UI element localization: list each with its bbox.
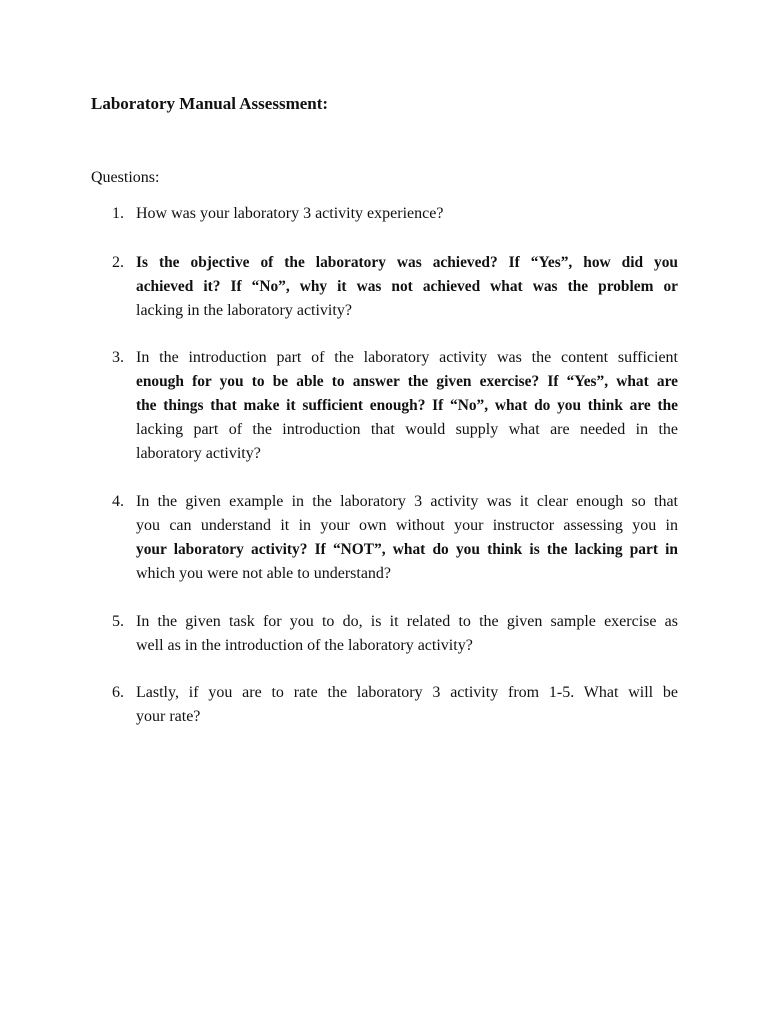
question-text-line: laboratory activity?	[136, 445, 261, 462]
question-number: 5.	[112, 613, 124, 630]
question-number: 3.	[112, 349, 124, 366]
question-3	[112, 346, 678, 466]
question-text-line: Is the objective of the laboratory was achieved? If “Yes”, how did you	[136, 254, 678, 271]
question-text-line: your rate?	[136, 708, 201, 725]
question-number: 4.	[112, 493, 124, 510]
question-number: 6.	[112, 684, 124, 701]
question-text-line: well as in the introduction of the laboratory activity?	[136, 637, 473, 654]
question-text-line: How was your laboratory 3 activity experience?	[136, 205, 444, 222]
question-1	[112, 202, 678, 226]
document-title: Laboratory Manual Assessment:	[91, 94, 329, 113]
question-text-line: which you were not able to understand?	[136, 565, 392, 582]
question-text-line: lacking part of the introduction that would supply what are needed in the	[136, 421, 678, 438]
question-6	[112, 681, 678, 729]
questions-heading: Questions:	[91, 169, 160, 186]
question-text-line: In the given task for you to do, is it related to the given sample exercise as	[136, 613, 678, 630]
question-2	[112, 251, 678, 323]
question-text-line: enough for you to be able to answer the given exercise? If “Yes”, what are	[136, 373, 678, 390]
question-text-line: Lastly, if you are to rate the laboratory 3 activity from 1-5. What will be	[136, 684, 678, 701]
question-text-line: you can understand it in your own without your instructor assessing you in	[136, 517, 678, 534]
question-text-line: In the introduction part of the laboratory activity was the content sufficient	[136, 349, 678, 366]
question-4	[112, 490, 678, 586]
question-5	[112, 610, 678, 658]
question-number: 2.	[112, 254, 124, 271]
question-text-line: achieved it? If “No”, why it was not achieved what was the problem or	[136, 278, 678, 295]
question-text-line: lacking in the laboratory activity?	[136, 302, 352, 319]
question-text-line: the things that make it sufficient enough? If “No”, what do you think are the	[136, 397, 678, 414]
question-text-line: your laboratory activity? If “NOT”, what do you think is the lacking part in	[136, 541, 678, 558]
question-number: 1.	[112, 205, 124, 222]
question-text-line: In the given example in the laboratory 3 activity was it clear enough so that	[136, 493, 678, 510]
